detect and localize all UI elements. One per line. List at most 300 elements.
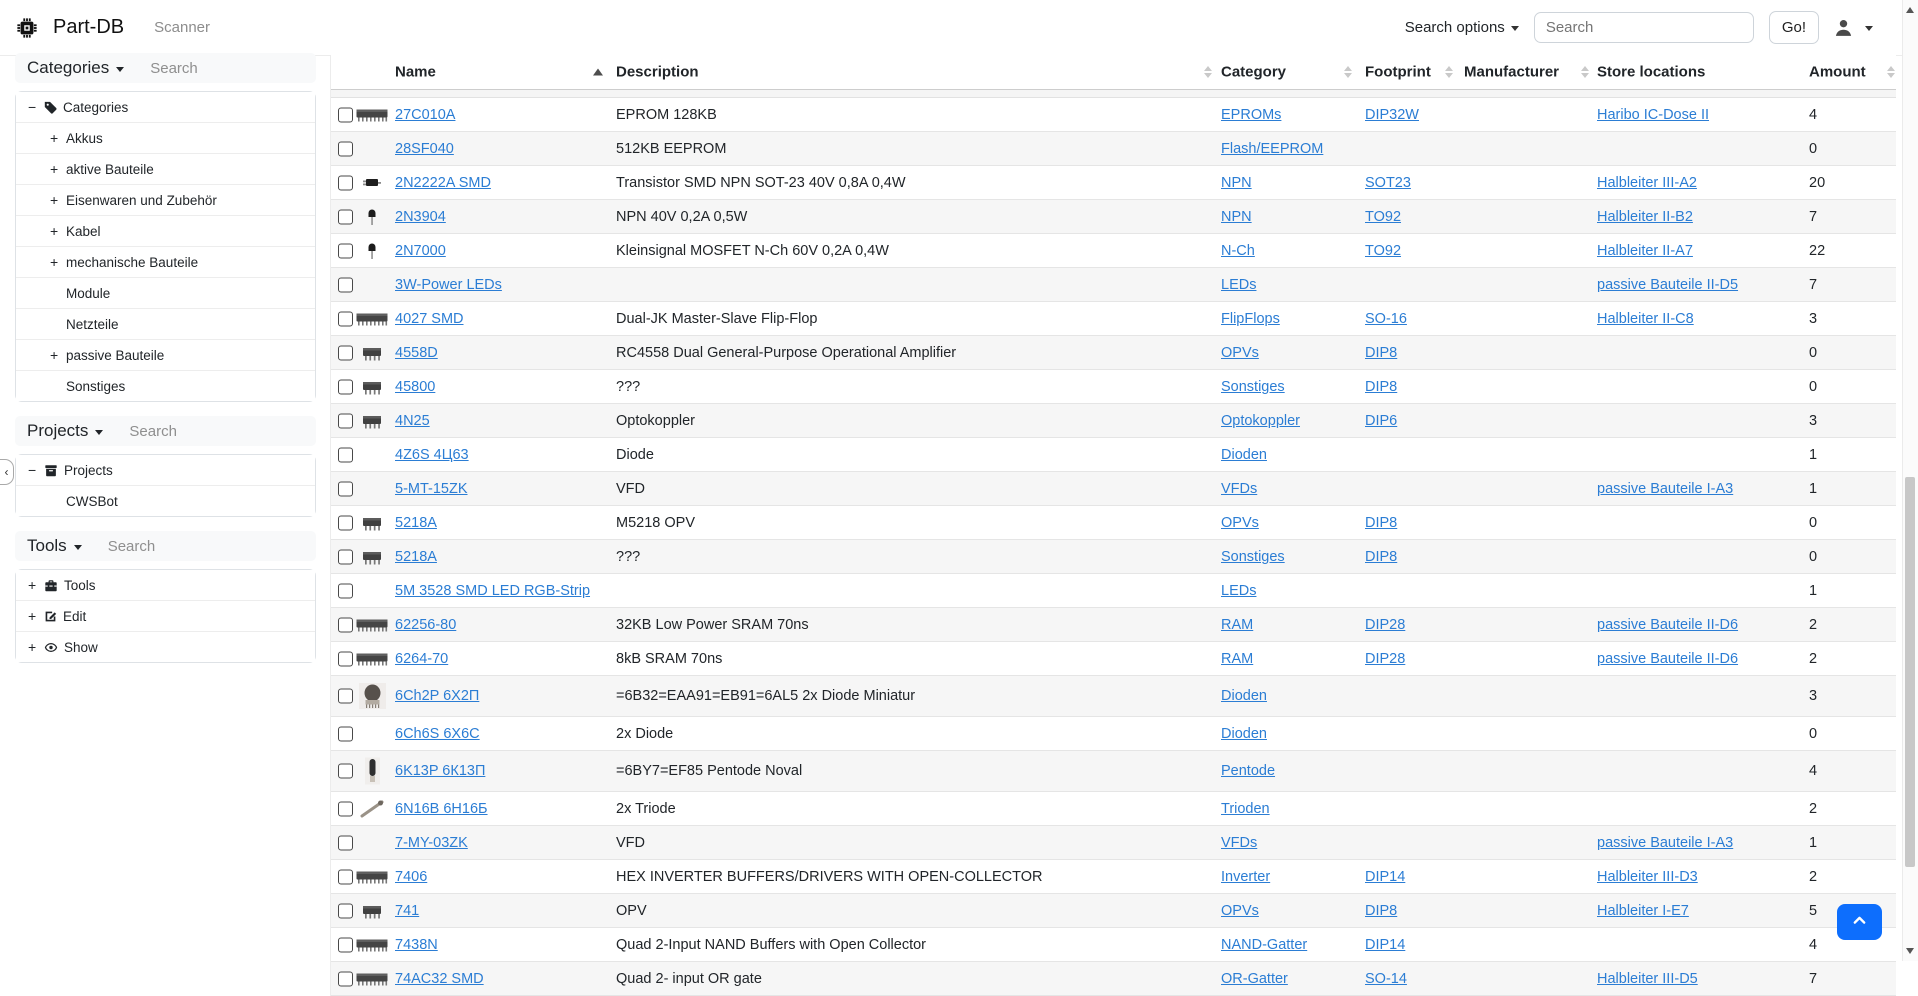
store-location-link[interactable]: Halbleiter II-A7: [1597, 242, 1693, 259]
top-navbar: [0, 0, 1903, 56]
amount-value: 1: [1809, 446, 1818, 463]
amount-value: 0: [1809, 548, 1818, 565]
amount-value: 4: [1809, 936, 1818, 953]
part-description: Optokoppler: [616, 412, 695, 429]
tree-item-label: Categories: [63, 99, 129, 115]
row-checkbox[interactable]: [338, 764, 353, 779]
part-description: 2x Diode: [616, 725, 674, 742]
table-row: [331, 792, 1896, 826]
categories-search-input[interactable]: [148, 59, 304, 78]
amount-value: 2: [1809, 616, 1818, 633]
row-checkbox[interactable]: [338, 617, 353, 632]
part-description: Diode: [616, 446, 654, 463]
part-thumbnail[interactable]: [353, 242, 391, 260]
table-row: [331, 676, 1896, 717]
part-thumbnail[interactable]: [353, 651, 391, 666]
footprint-link[interactable]: DIP8: [1365, 344, 1398, 361]
part-name-link[interactable]: 5M 3528 SMD LED RGB-Strip: [395, 582, 591, 599]
part-thumbnail[interactable]: [353, 903, 391, 919]
categories-title[interactable]: Categories: [27, 58, 110, 77]
part-thumbnail[interactable]: [353, 176, 391, 189]
category-link[interactable]: NAND-Gatter: [1221, 936, 1308, 953]
categories-panel: [15, 53, 316, 402]
row-checkbox[interactable]: [338, 903, 353, 918]
part-description: ???: [616, 378, 641, 395]
part-description: =6B32=EAA91=EB91=6AL5 2x Diode Miniatur: [616, 688, 916, 704]
part-name-link[interactable]: 28SF040: [395, 140, 454, 157]
row-checkbox[interactable]: [338, 379, 353, 394]
table-row: [331, 928, 1896, 962]
category-link[interactable]: Pentode: [1221, 763, 1276, 779]
part-name-link[interactable]: 6Ch6S 6Х6С: [395, 725, 480, 742]
part-thumbnail[interactable]: [353, 617, 391, 632]
sort-toggle-icon[interactable]: [1581, 66, 1589, 78]
part-name-link[interactable]: 5218A: [395, 548, 437, 565]
part-thumbnail[interactable]: [353, 799, 391, 819]
tools-panel: [15, 531, 316, 663]
category-link[interactable]: OPVs: [1221, 902, 1259, 919]
projects-search-input[interactable]: [127, 422, 304, 441]
tree-item-label: CWSBot: [66, 493, 118, 509]
parts-table: [330, 55, 1896, 996]
row-checkbox[interactable]: [338, 801, 353, 816]
amount-value: 2: [1809, 650, 1818, 667]
amount-value: 7: [1809, 208, 1818, 225]
column-header-description[interactable]: Description: [616, 63, 699, 81]
part-name-link[interactable]: 4N25: [395, 412, 430, 429]
vertical-scrollbar[interactable]: [1902, 0, 1918, 961]
search-options-label: Search options: [1404, 19, 1505, 36]
store-location-link[interactable]: passive Bauteile II-D6: [1597, 616, 1739, 633]
category-link[interactable]: Sonstiges: [1221, 548, 1285, 565]
category-link[interactable]: Optokoppler: [1221, 412, 1300, 429]
part-name-link[interactable]: 74AC32 SMD: [395, 970, 484, 987]
part-thumbnail[interactable]: [353, 379, 391, 395]
row-checkbox[interactable]: [338, 447, 353, 462]
sort-asc-icon[interactable]: [593, 69, 603, 76]
part-name-link[interactable]: 3W-Power LEDs: [395, 276, 502, 293]
part-description: ???: [616, 548, 641, 565]
footprint-link[interactable]: DIP14: [1365, 868, 1406, 885]
row-checkbox[interactable]: [338, 869, 353, 884]
part-description: Quad 2-Input NAND Buffers with Open Collector: [616, 936, 927, 953]
microchip-icon: [16, 17, 38, 39]
footprint-link[interactable]: DIP6: [1365, 412, 1398, 429]
tools-search-input[interactable]: [106, 537, 304, 556]
footprint-link[interactable]: DIP8: [1365, 378, 1398, 395]
tree-item-projects[interactable]: [16, 455, 315, 486]
part-name-link[interactable]: 2N2222A SMD: [395, 174, 491, 191]
category-link[interactable]: EPROMs: [1221, 106, 1282, 123]
row-checkbox[interactable]: [338, 209, 353, 224]
category-link[interactable]: NPN: [1221, 208, 1252, 225]
amount-value: 3: [1809, 310, 1818, 327]
sidebar-collapse-handle[interactable]: [0, 459, 14, 485]
category-link[interactable]: NPN: [1221, 174, 1252, 191]
amount-value: 2: [1809, 868, 1818, 885]
caret-down-icon: [95, 430, 103, 435]
row-checkbox[interactable]: [338, 141, 353, 156]
store-location-link[interactable]: Halbleiter III-A2: [1597, 174, 1697, 191]
amount-value: 7: [1809, 970, 1818, 987]
part-description: 512KB EEPROM: [616, 140, 727, 157]
amount-value: 4: [1809, 763, 1818, 779]
column-header-name[interactable]: Name: [395, 63, 436, 81]
search-input[interactable]: [1534, 12, 1754, 43]
amount-value: 1: [1809, 834, 1818, 851]
back-to-top-button[interactable]: [1837, 904, 1882, 940]
part-description: EPROM 128KB: [616, 106, 717, 123]
store-location-link[interactable]: Halbleiter III-D5: [1597, 970, 1698, 987]
part-name-link[interactable]: 6N16B 6Н16Б: [395, 800, 488, 817]
footprint-link[interactable]: SOT23: [1365, 174, 1411, 191]
table-row: [331, 98, 1896, 132]
table-row: [331, 717, 1896, 751]
table-row: [331, 302, 1896, 336]
part-name-link[interactable]: 5-MT-15ZK: [395, 480, 468, 497]
tree-item-aktive-bauteile[interactable]: [16, 154, 315, 185]
tree-item-module[interactable]: [16, 278, 315, 309]
table-row: [331, 608, 1896, 642]
tree-item-eisenwaren-und-zubeh-r[interactable]: [16, 185, 315, 216]
amount-value: 1: [1809, 582, 1818, 599]
tree-item-label: Edit: [63, 608, 87, 624]
scrollbar-thumb[interactable]: [1905, 477, 1915, 867]
table-body: [331, 98, 1896, 996]
part-description: Dual-JK Master-Slave Flip-Flop: [616, 310, 818, 327]
collapse-icon[interactable]: −: [28, 462, 37, 478]
category-link[interactable]: OR-Gatter: [1221, 970, 1288, 987]
table-row: [331, 166, 1896, 200]
amount-value: 2: [1809, 800, 1818, 817]
part-thumbnail[interactable]: [353, 937, 391, 952]
part-description: Transistor SMD NPN SOT-23 40V 0,8A 0,4W: [616, 174, 906, 191]
store-location-link[interactable]: passive Bauteile II-D5: [1597, 276, 1739, 293]
category-link[interactable]: RAM: [1221, 650, 1254, 667]
part-thumbnail[interactable]: [353, 345, 391, 361]
part-name-link[interactable]: 741: [395, 902, 420, 919]
part-description: HEX INVERTER BUFFERS/DRIVERS WITH OPEN-COLLECTOR: [616, 868, 1043, 885]
part-thumbnail[interactable]: [353, 758, 391, 785]
part-name-link[interactable]: 5218A: [395, 514, 437, 531]
part-name-link[interactable]: 7438N: [395, 936, 438, 953]
part-thumbnail[interactable]: [353, 971, 391, 986]
tree-item-label: Netzteile: [66, 316, 119, 332]
tree-item-sonstiges[interactable]: [16, 371, 315, 401]
column-header-store-locations[interactable]: Store locations: [1597, 63, 1706, 81]
row-checkbox[interactable]: [338, 345, 353, 360]
expand-icon[interactable]: +: [50, 192, 59, 208]
part-name-link[interactable]: 7406: [395, 868, 428, 885]
brand-label: Part-DB: [53, 16, 125, 38]
row-checkbox[interactable]: [338, 413, 353, 428]
part-thumbnail[interactable]: [353, 107, 391, 122]
sort-toggle-icon[interactable]: [1204, 66, 1212, 78]
edit-icon: [44, 610, 57, 623]
category-link[interactable]: Flash/EEPROM: [1221, 140, 1324, 157]
store-location-link[interactable]: Haribo IC-Dose II: [1597, 106, 1710, 123]
part-thumbnail[interactable]: [353, 869, 391, 884]
row-checkbox[interactable]: [338, 549, 353, 564]
tree-item-edit[interactable]: [16, 601, 315, 632]
categories-panel-header: [15, 53, 316, 83]
archive-icon: [44, 464, 58, 477]
amount-value: 20: [1809, 174, 1826, 191]
part-name-link[interactable]: 6Ch2P 6Х2П: [395, 688, 480, 704]
amount-value: 3: [1809, 688, 1818, 704]
part-thumbnail[interactable]: [353, 683, 391, 709]
column-header-amount[interactable]: Amount: [1809, 63, 1866, 81]
part-thumbnail[interactable]: [353, 549, 391, 565]
tree-item-show[interactable]: [16, 632, 315, 662]
amount-value: 1: [1809, 480, 1818, 497]
row-checkbox[interactable]: [338, 835, 353, 850]
scroll-down-arrow-icon[interactable]: [1906, 948, 1914, 954]
amount-value: 5: [1809, 902, 1818, 919]
search-options-dropdown[interactable]: [1405, 19, 1519, 36]
amount-value: 7: [1809, 276, 1818, 293]
category-link[interactable]: Dioden: [1221, 725, 1267, 742]
part-description: OPV: [616, 902, 647, 919]
nav-link-scanner[interactable]: Scanner: [154, 19, 210, 36]
projects-tree: [15, 454, 316, 517]
tree-item-netzteile[interactable]: [16, 309, 315, 340]
table-row: [331, 438, 1896, 472]
tree-item-akkus[interactable]: [16, 123, 315, 154]
expand-icon[interactable]: +: [50, 347, 59, 363]
projects-title[interactable]: Projects: [27, 421, 89, 440]
tree-item-categories[interactable]: [16, 92, 315, 123]
tree-item-label: Tools: [64, 577, 96, 593]
footprint-link[interactable]: DIP14: [1365, 936, 1406, 953]
store-location-link[interactable]: Halbleiter II-B2: [1597, 208, 1693, 225]
footprint-link[interactable]: SO-14: [1365, 970, 1407, 987]
part-name-link[interactable]: 2N3904: [395, 208, 446, 225]
table-header: [331, 55, 1896, 90]
expand-icon[interactable]: +: [28, 577, 37, 593]
tree-item-passive-bauteile[interactable]: [16, 340, 315, 371]
caret-down-icon: [74, 545, 82, 550]
part-name-link[interactable]: 6264-70: [395, 650, 449, 667]
footprint-link[interactable]: DIP8: [1365, 548, 1398, 565]
tools-panel-header: [15, 531, 316, 561]
go-button[interactable]: Go!: [1769, 11, 1819, 44]
table-row: [331, 751, 1896, 792]
table-row: [331, 962, 1896, 996]
tools-title[interactable]: Tools: [27, 536, 67, 555]
row-checkbox[interactable]: [338, 243, 353, 258]
caret-down-icon: [1865, 26, 1873, 31]
user-menu[interactable]: [1834, 18, 1873, 37]
tree-item-label: Kabel: [66, 223, 101, 239]
part-thumbnail[interactable]: [353, 413, 391, 429]
amount-value: 0: [1809, 378, 1818, 395]
sort-toggle-icon[interactable]: [1445, 66, 1453, 78]
row-checkbox[interactable]: [338, 583, 353, 598]
expand-icon[interactable]: +: [50, 161, 59, 177]
row-checkbox[interactable]: [338, 175, 353, 190]
footprint-link[interactable]: TO92: [1365, 208, 1402, 225]
expand-icon[interactable]: +: [28, 608, 37, 624]
store-location-link[interactable]: Halbleiter II-C8: [1597, 310, 1694, 327]
amount-value: 4: [1809, 106, 1818, 123]
part-description: RC4558 Dual General-Purpose Operational Amplifier: [616, 344, 957, 361]
store-location-link[interactable]: passive Bauteile II-D6: [1597, 650, 1739, 667]
amount-value: 3: [1809, 412, 1818, 429]
row-checkbox[interactable]: [338, 651, 353, 666]
tree-item-mechanische-bauteile[interactable]: [16, 247, 315, 278]
expand-icon[interactable]: +: [28, 639, 37, 655]
tree-item-kabel[interactable]: [16, 216, 315, 247]
row-checkbox[interactable]: [338, 689, 353, 704]
table-row: [331, 642, 1896, 676]
table-row: [331, 506, 1896, 540]
category-link[interactable]: VFDs: [1221, 834, 1258, 851]
part-name-link[interactable]: 45800: [395, 378, 436, 395]
row-checkbox[interactable]: [338, 515, 353, 530]
column-header-footprint[interactable]: Footprint: [1365, 63, 1431, 81]
category-link[interactable]: FlipFlops: [1221, 310, 1280, 327]
category-link[interactable]: Sonstiges: [1221, 378, 1285, 395]
part-description: 2x Triode: [616, 800, 676, 817]
chevron-left-icon: ‹: [4, 465, 9, 479]
sort-toggle-icon[interactable]: [1887, 66, 1895, 78]
row-checkbox[interactable]: [338, 277, 353, 292]
caret-down-icon: [1511, 26, 1519, 31]
tree-item-cwsbot[interactable]: [16, 486, 315, 516]
part-name-link[interactable]: 4027 SMD: [395, 310, 464, 327]
table-row: [331, 336, 1896, 370]
part-description: Kleinsignal MOSFET N-Ch 60V 0,2A 0,4W: [616, 242, 889, 259]
category-link[interactable]: Dioden: [1221, 688, 1267, 704]
column-header-manufacturer[interactable]: Manufacturer: [1464, 63, 1560, 81]
part-name-link[interactable]: 62256-80: [395, 616, 457, 633]
tree-item-label: Sonstiges: [66, 378, 126, 394]
table-row: [331, 404, 1896, 438]
table-row: [331, 234, 1896, 268]
projects-panel: [15, 416, 316, 517]
table-row: [331, 472, 1896, 506]
footprint-link[interactable]: DIP8: [1365, 514, 1398, 531]
footprint-link[interactable]: TO92: [1365, 242, 1402, 259]
category-link[interactable]: N-Ch: [1221, 242, 1255, 259]
tree-item-label: Eisenwaren und Zubehör: [66, 192, 217, 208]
part-description: M5218 OPV: [616, 514, 695, 531]
part-description: VFD: [616, 480, 645, 497]
tag-icon: [44, 101, 57, 114]
part-name-link[interactable]: 27C010A: [395, 106, 456, 123]
store-location-link[interactable]: Halbleiter I-E7: [1597, 902, 1689, 919]
tree-item-label: passive Bauteile: [66, 347, 165, 363]
part-thumbnail[interactable]: [353, 311, 391, 326]
part-name-link[interactable]: 6K13P 6К13П: [395, 763, 486, 779]
table-row: [331, 132, 1896, 166]
tree-item-tools[interactable]: [16, 570, 315, 601]
category-link[interactable]: OPVs: [1221, 514, 1259, 531]
table-row: [331, 574, 1896, 608]
footprint-link[interactable]: DIP32W: [1365, 106, 1419, 123]
part-thumbnail[interactable]: [353, 515, 391, 531]
part-description: 32KB Low Power SRAM 70ns: [616, 616, 809, 633]
partial-scrolled-row: [331, 90, 1896, 98]
store-location-link[interactable]: passive Bauteile I-A3: [1597, 480, 1734, 497]
category-link[interactable]: Dioden: [1221, 446, 1267, 463]
part-name-link[interactable]: 4558D: [395, 344, 438, 361]
category-link[interactable]: VFDs: [1221, 480, 1258, 497]
tree-item-label: Module: [66, 285, 111, 301]
amount-value: 22: [1809, 242, 1826, 259]
part-name-link[interactable]: 4Z6S 4Ц63: [395, 446, 469, 463]
table-row: [331, 370, 1896, 404]
category-link[interactable]: LEDs: [1221, 276, 1257, 293]
tools-tree: [15, 569, 316, 663]
amount-value: 0: [1809, 725, 1818, 742]
tree-item-label: Projects: [64, 462, 113, 478]
row-checkbox[interactable]: [338, 726, 353, 741]
store-location-link[interactable]: passive Bauteile I-A3: [1597, 834, 1734, 851]
store-location-link[interactable]: Halbleiter III-D3: [1597, 868, 1698, 885]
table-row: [331, 540, 1896, 574]
chevron-up-icon: [1851, 913, 1868, 931]
sort-toggle-icon[interactable]: [1344, 66, 1352, 78]
scroll-up-arrow-icon[interactable]: [1906, 7, 1914, 13]
column-header-category[interactable]: Category: [1221, 63, 1287, 81]
row-checkbox[interactable]: [338, 481, 353, 496]
part-description: =6BY7=EF85 Pentode Noval: [616, 763, 803, 779]
row-checkbox[interactable]: [338, 311, 353, 326]
category-link[interactable]: OPVs: [1221, 344, 1259, 361]
table-row: [331, 200, 1896, 234]
category-link[interactable]: RAM: [1221, 616, 1254, 633]
part-description: VFD: [616, 834, 645, 851]
part-thumbnail[interactable]: [353, 208, 391, 226]
collapse-icon[interactable]: −: [28, 99, 37, 115]
category-link[interactable]: LEDs: [1221, 582, 1257, 599]
part-description: 8kB SRAM 70ns: [616, 650, 723, 667]
footprint-link[interactable]: SO-16: [1365, 310, 1407, 327]
expand-icon[interactable]: +: [50, 254, 59, 270]
row-checkbox[interactable]: [338, 971, 353, 986]
row-checkbox[interactable]: [338, 107, 353, 122]
toolbox-icon: [44, 579, 58, 592]
expand-icon[interactable]: +: [50, 223, 59, 239]
part-description: Quad 2- input OR gate: [616, 970, 762, 987]
footprint-link[interactable]: DIP28: [1365, 650, 1406, 667]
part-name-link[interactable]: 2N7000: [395, 242, 446, 259]
category-link[interactable]: Inverter: [1221, 868, 1271, 885]
sidebar: [15, 53, 316, 677]
part-name-link[interactable]: 7-MY-03ZK: [395, 834, 468, 851]
caret-down-icon: [116, 67, 124, 72]
brand[interactable]: [16, 16, 124, 39]
footprint-link[interactable]: DIP28: [1365, 616, 1406, 633]
amount-value: 0: [1809, 140, 1818, 157]
tree-item-label: aktive Bauteile: [66, 161, 154, 177]
footprint-link[interactable]: DIP8: [1365, 902, 1398, 919]
categories-tree: [15, 91, 316, 402]
amount-value: 0: [1809, 344, 1818, 361]
person-icon: [1834, 18, 1853, 37]
table-row: [331, 860, 1896, 894]
expand-icon[interactable]: +: [50, 130, 59, 146]
tree-item-label: Show: [64, 639, 98, 655]
part-description: NPN 40V 0,2A 0,5W: [616, 208, 748, 225]
eye-icon: [44, 641, 58, 654]
row-checkbox[interactable]: [338, 937, 353, 952]
tree-item-label: mechanische Bauteile: [66, 254, 199, 270]
table-row: [331, 268, 1896, 302]
category-link[interactable]: Trioden: [1221, 800, 1270, 817]
